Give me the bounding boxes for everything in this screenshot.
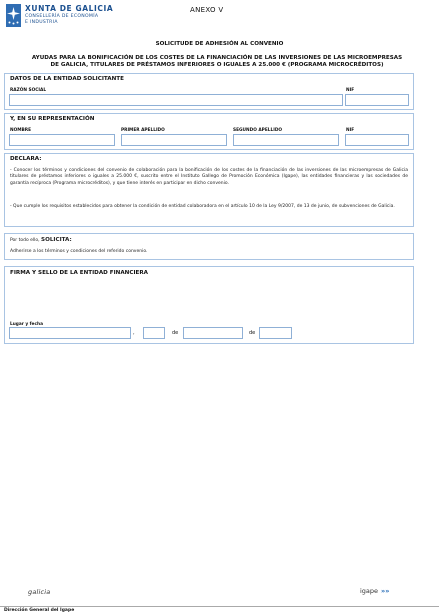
place-date-label: Lugar y fecha [10,322,43,327]
representative-nif-label: NIF [346,128,355,133]
igape-arrows-icon: »» [381,587,390,595]
month-field[interactable] [183,327,243,339]
brand-department-line-1: CONSELLERÍA DE ECONOMÍA [25,14,99,19]
document-title: SOLICITUDE DE ADHESIÓN AL CONVENIO [155,41,284,47]
second-surname-field[interactable] [233,134,339,146]
declaration-section-title: DECLARA: [10,156,42,162]
brand-name: XUNTA DE GALICIA [25,4,114,13]
first-name-label: NOMBRE [10,128,32,133]
request-text: Adherirse a los términos y condiciones del referido convenio. [10,249,148,254]
footer-organization: Dirección General del Igape [4,608,75,613]
entity-section-title: DATOS DE LA ENTIDAD SOLICITANTE [10,76,124,82]
signature-section-title: FIRMA Y SELLO DE LA ENTIDAD FINANCIERA [10,270,148,276]
representative-nif-field[interactable] [345,134,409,146]
company-name-field[interactable] [9,94,343,106]
place-date-comma: , [133,330,135,336]
brand-department-line-2: E INDUSTRIA [25,19,58,25]
representation-section [4,113,414,150]
day-field[interactable] [143,327,165,339]
first-name-field[interactable] [9,134,115,146]
document-subtitle: AYUDAS PARA LA BONIFICACIÓN DE LOS COSTES DE LA FINANCIACIÓN DE LAS INVERSIONES DE LAS MICROEMPRESAS DE GALICIA, TITULARES DE PRÉSTAMOS INFERIORES O IGUALES A 25.000 € (PROGRAMA MICROCRÉDITOS) [31,55,403,69]
xunta-cross-logo-icon [6,4,21,27]
year-field[interactable] [259,327,292,339]
declaration-paragraph-2: - Que cumple los requisitos establecidos para obtener la condición de entidad colaboradora en el artículo 10 de la Ley 9/2007, de 13 de junio, de subvenciones de Galicia. [10,204,395,209]
declaration-section [4,153,414,227]
entity-data-section [4,73,414,110]
entity-nif-field[interactable] [345,94,409,106]
footer-divider [0,606,439,607]
second-surname-label: SEGUNDO APELLIDO [233,128,283,133]
declaration-paragraph-1: - Conocer los términos y condiciones del convenio de colaboración para la bonificación de los costes de la financiación de las inversiones de las microempresas de Galicia titulares de préstamos inferiores o iguales a 25.000 €, suscrito entre el Instituto Gallego de Promoción Económica (Igape), las entidades financieras y las sociedades de garantía recíproca (Programa microcréditos), y que tiene interés en participar en dicho convenio. [10,168,408,186]
first-surname-label: PRIMER APELLIDO [121,128,165,133]
request-keyword: SOLICITA: [41,237,72,243]
request-intro: Por todo ello, [10,238,40,243]
galicia-logo: galicia [28,588,51,596]
brand-department [25,14,98,25]
request-heading [10,237,72,244]
request-section [4,233,414,260]
annex-label: ANEXO V [190,6,224,14]
place-field[interactable] [9,327,131,339]
signature-section [4,266,414,344]
date-de-2: de [249,330,256,336]
date-de-1: de [172,330,179,336]
entity-nif-label: NIF [346,88,355,93]
representation-section-title: Y, EN SU REPRESENTACIÓN [10,116,95,122]
company-name-label: RAZÓN SOCIAL [10,88,47,93]
first-surname-field[interactable] [121,134,227,146]
igape-logo: igape [360,587,379,595]
